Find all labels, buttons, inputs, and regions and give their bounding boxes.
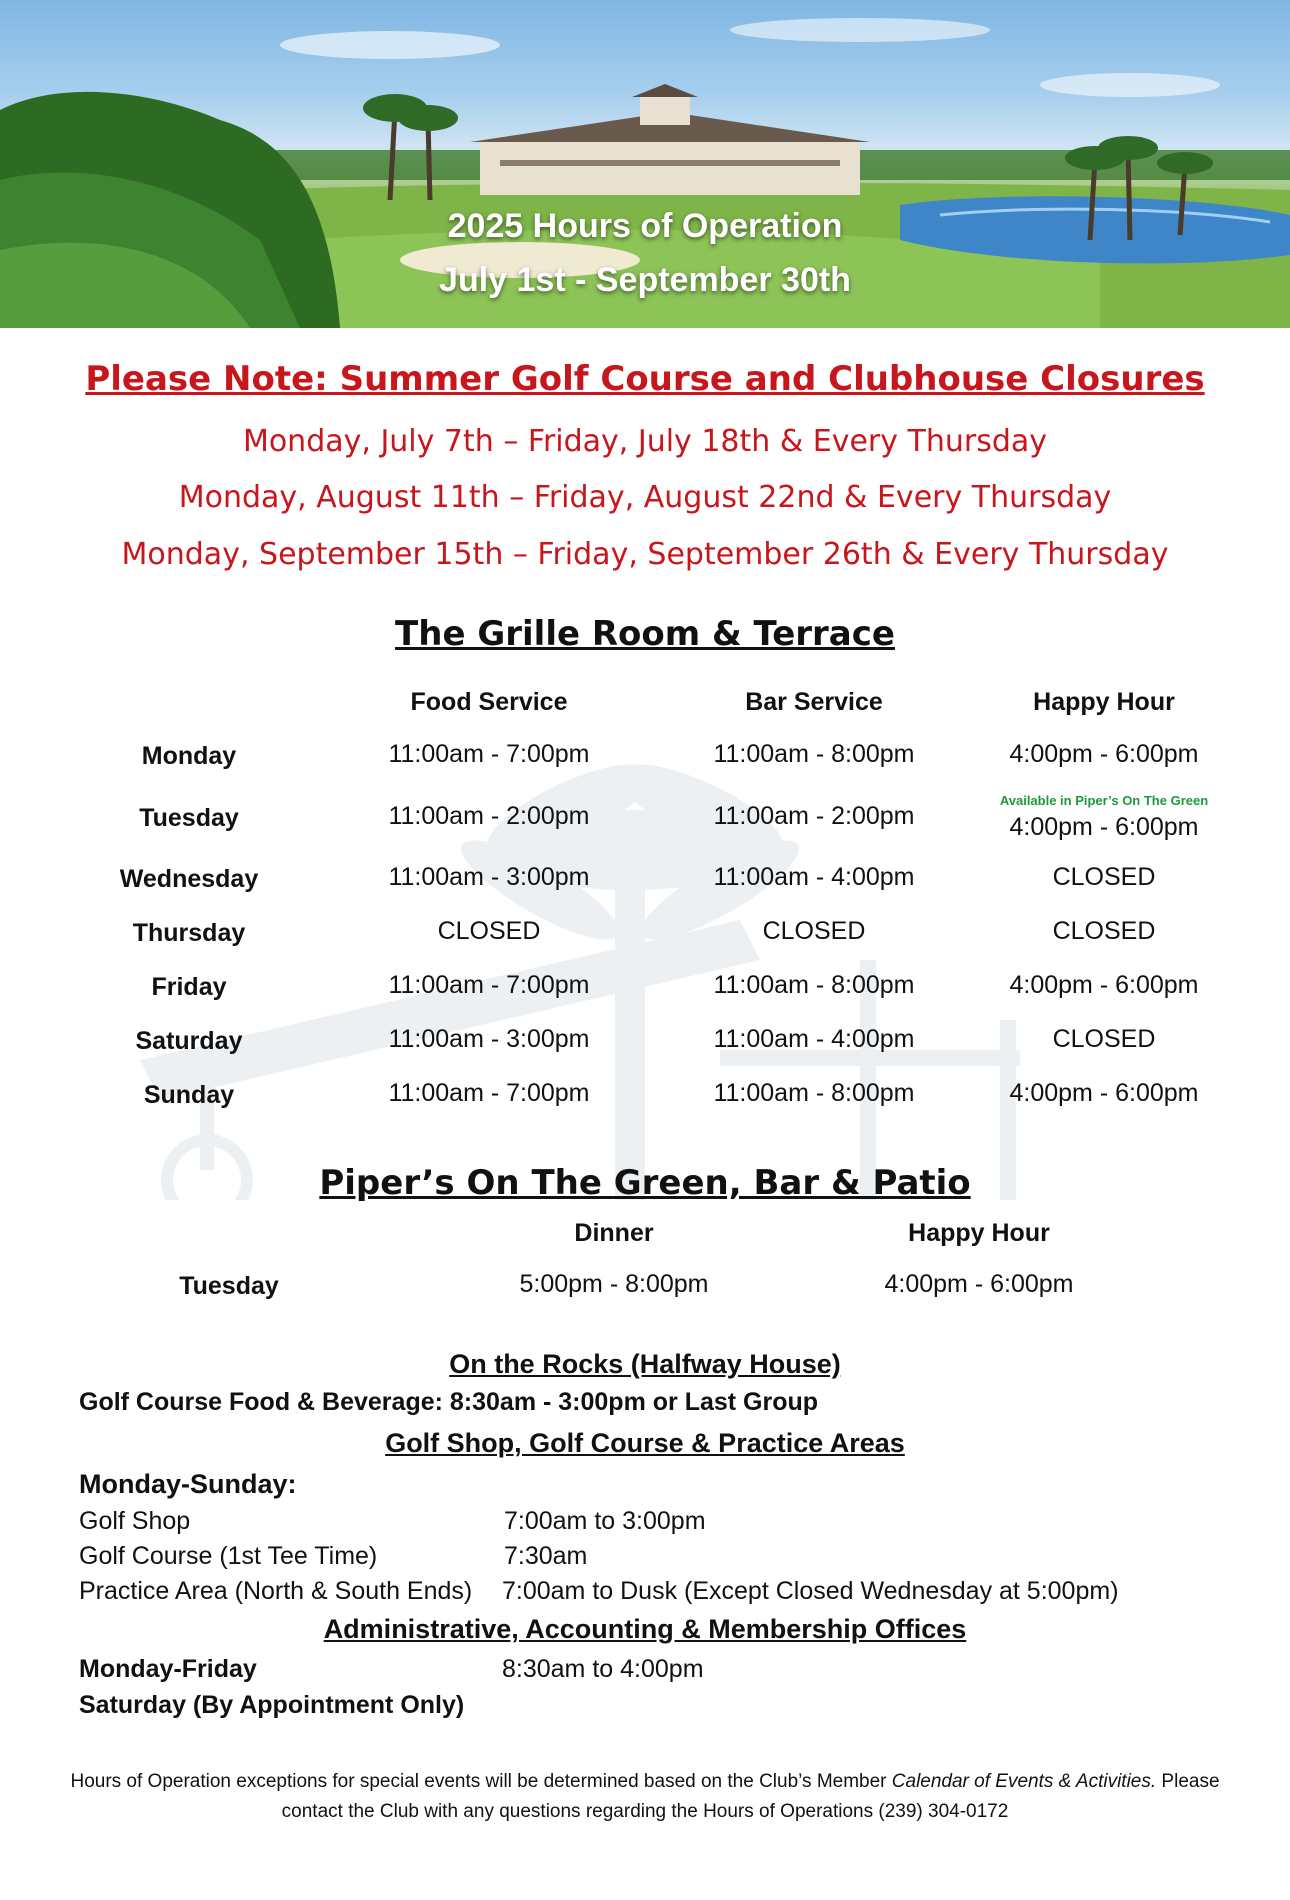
closure-line-august: Monday, August 11th – Friday, August 22nd & Every Thursday [178, 480, 1112, 515]
day-label-sunday: Sunday [143, 1081, 235, 1109]
day-label-thursday: Thursday [132, 919, 246, 947]
golf-shop-hours: 7:00am to 3:00pm [504, 1507, 706, 1535]
dinner-hours-tuesday: 5:00pm - 8:00pm [519, 1270, 709, 1298]
closure-line-july: Monday, July 7th – Friday, July 18th & Every Thursday [242, 424, 1048, 459]
food-hours-thursday: CLOSED [437, 917, 541, 945]
admin-saturday-label: Saturday (By Appointment Only) [79, 1691, 465, 1719]
closures-title: Please Note: Summer Golf Course and Clubhouse Closures [85, 359, 1205, 399]
column-header-dinner: Dinner [574, 1219, 654, 1247]
bar-hours-wednesday: 11:00am - 4:00pm [713, 863, 915, 891]
happy-hours-thursday: CLOSED [1052, 917, 1156, 945]
footer-text-end: Please contact the Club with any questions regarding the Hours of Operations (239) 304-0172 [281, 1771, 1220, 1822]
footer-calendar-title: Calendar of Events & Activities. [891, 1771, 1157, 1792]
pipers-section-title: Piper’s On The Green, Bar & Patio [319, 1163, 971, 1203]
food-hours-wednesday: 11:00am - 3:00pm [388, 863, 590, 891]
day-label-friday: Friday [151, 973, 227, 1001]
practice-area-hours: 7:00am to Dusk (Except Closed Wednesday at 5:00pm) [502, 1577, 1119, 1605]
golf-course-hours: 7:30am [504, 1542, 588, 1570]
column-header-bar: Bar Service [745, 688, 883, 716]
happy-hours-friday: 4:00pm - 6:00pm [1009, 971, 1199, 999]
bar-hours-thursday: CLOSED [762, 917, 866, 945]
golf-days-label: Monday-Sunday: [79, 1469, 297, 1499]
footer-text-start: Hours of Operation exceptions for special events will be determined based on the Club’s Member [70, 1771, 892, 1792]
happy-hours-tuesday: 4:00pm - 6:00pm [1009, 813, 1199, 841]
column-header-pipers-happy-hour: Happy Hour [908, 1219, 1050, 1247]
food-hours-monday: 11:00am - 7:00pm [388, 740, 590, 768]
happy-hour-location-note: Available in Piper’s On The Green [999, 793, 1209, 808]
food-hours-friday: 11:00am - 7:00pm [388, 971, 590, 999]
pipers-happy-hours-tuesday: 4:00pm - 6:00pm [884, 1270, 1074, 1298]
golf-section-title: Golf Shop, Golf Course & Practice Areas [385, 1428, 905, 1458]
day-label-saturday: Saturday [135, 1027, 243, 1055]
grille-section-title: The Grille Room & Terrace [395, 614, 895, 654]
happy-hours-monday: 4:00pm - 6:00pm [1009, 740, 1199, 768]
golf-shop-label: Golf Shop [79, 1507, 191, 1535]
food-hours-sunday: 11:00am - 7:00pm [388, 1079, 590, 1107]
bar-hours-sunday: 11:00am - 8:00pm [713, 1079, 915, 1107]
hero-banner [0, 0, 1290, 328]
golf-course-label: Golf Course (1st Tee Time) [79, 1542, 378, 1570]
column-header-food: Food Service [410, 688, 568, 716]
food-hours-tuesday: 11:00am - 2:00pm [388, 802, 590, 830]
hero-title: 2025 Hours of Operation [447, 207, 843, 245]
rocks-hours-line: Golf Course Food & Beverage: 8:30am - 3:00pm or Last Group [79, 1388, 819, 1416]
column-header-happy-hour: Happy Hour [1033, 688, 1175, 716]
footer-note [70, 1767, 1220, 1827]
day-label-pipers-tuesday: Tuesday [179, 1272, 279, 1300]
food-hours-saturday: 11:00am - 3:00pm [388, 1025, 590, 1053]
bar-hours-monday: 11:00am - 8:00pm [713, 740, 915, 768]
bar-hours-saturday: 11:00am - 4:00pm [713, 1025, 915, 1053]
bar-hours-tuesday: 11:00am - 2:00pm [713, 802, 915, 830]
palm-crest-watermark-icon [140, 720, 1140, 1200]
closure-line-september: Monday, September 15th – Friday, September 26th & Every Thursday [121, 537, 1169, 572]
happy-hours-saturday: CLOSED [1052, 1025, 1156, 1053]
day-label-tuesday: Tuesday [139, 804, 239, 832]
happy-hours-sunday: 4:00pm - 6:00pm [1009, 1079, 1199, 1107]
hero-date-range: July 1st - September 30th [439, 261, 851, 299]
happy-hours-wednesday: CLOSED [1052, 863, 1156, 891]
admin-section-title: Administrative, Accounting & Membership Offices [323, 1614, 967, 1644]
admin-weekday-hours: 8:30am to 4:00pm [502, 1655, 704, 1683]
day-label-monday: Monday [141, 742, 237, 770]
practice-area-label: Practice Area (North & South Ends) [79, 1577, 473, 1605]
bar-hours-friday: 11:00am - 8:00pm [713, 971, 915, 999]
admin-weekday-label: Monday-Friday [79, 1655, 257, 1683]
rocks-section-title: On the Rocks (Halfway House) [449, 1349, 841, 1379]
day-label-wednesday: Wednesday [119, 865, 259, 893]
